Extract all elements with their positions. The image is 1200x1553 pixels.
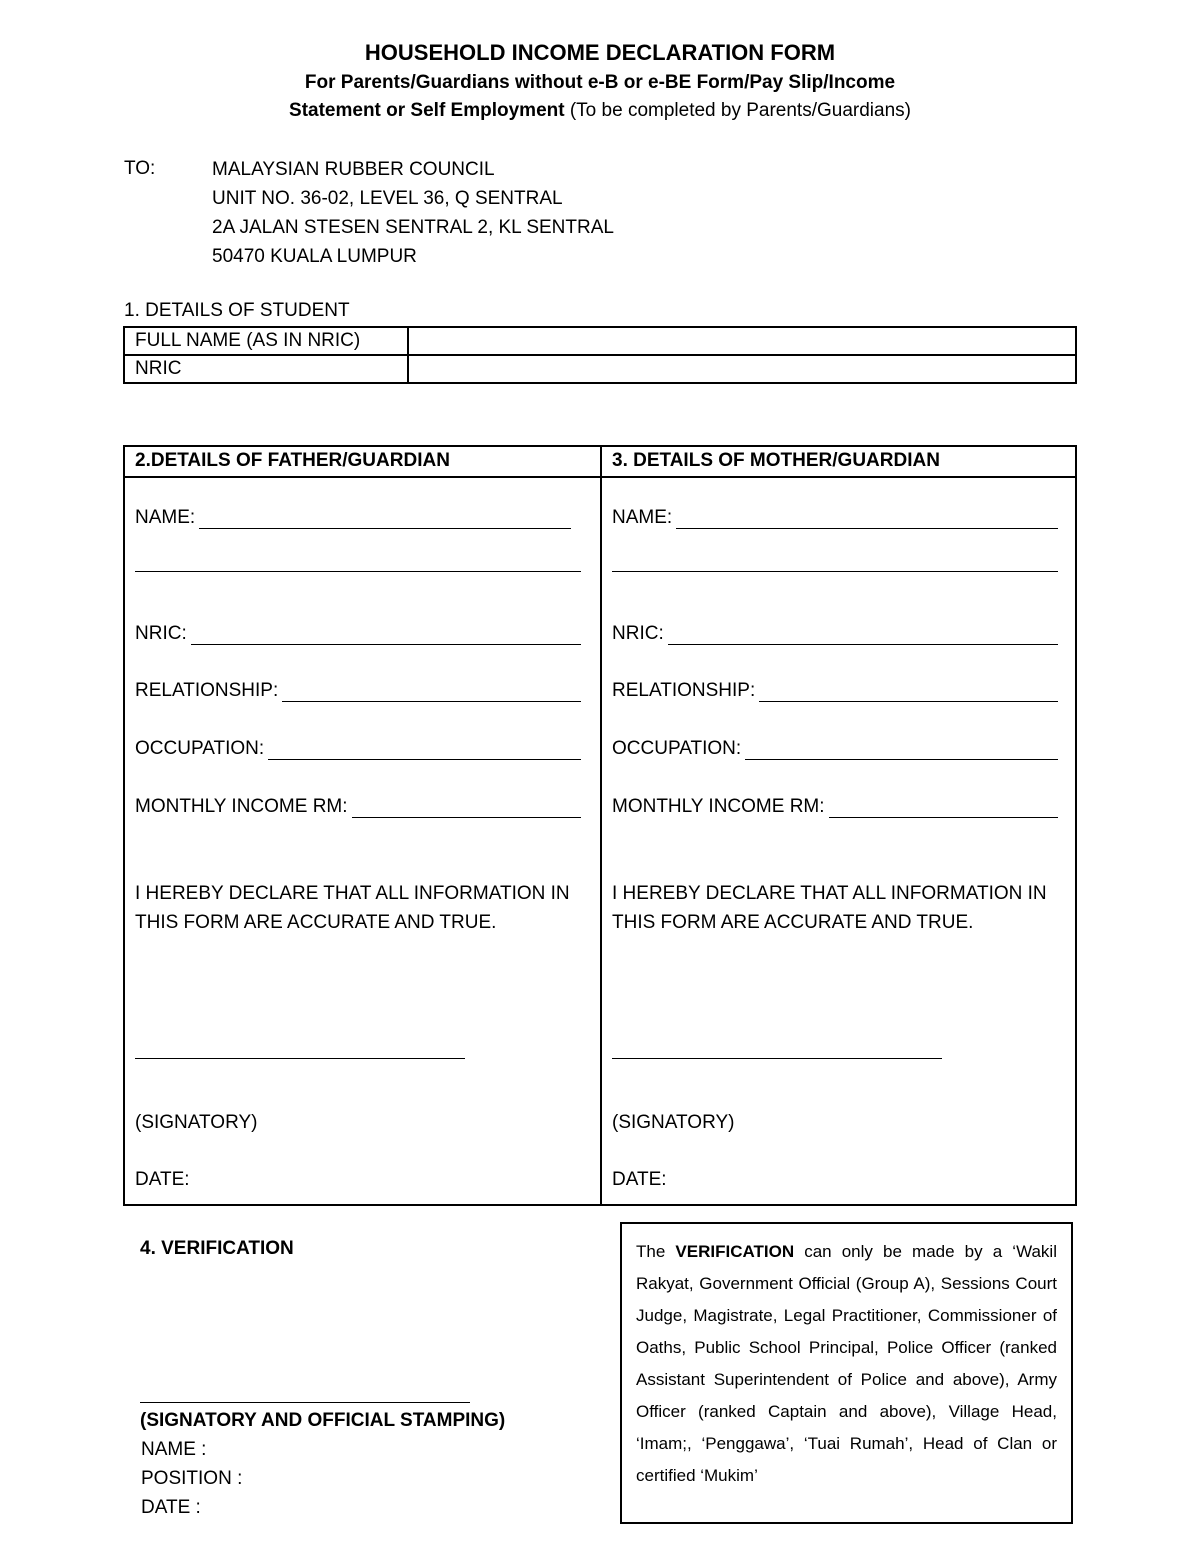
table-row bbox=[124, 327, 1076, 355]
mother-income-label: MONTHLY INCOME RM: bbox=[612, 796, 825, 817]
recipient-address bbox=[212, 155, 614, 271]
father-signatory: (SIGNATORY) bbox=[135, 1112, 258, 1133]
mother-name-label: NAME: bbox=[612, 507, 673, 528]
note-text: can only be made by a ‘Wakil Rakyat, Government Official (Group A), Sessions Court Judge, Magistrate, Legal Practitioner, Commissioner of Oaths, Public School Principal, Police Officer (ranked Assistant Superintendent of Police and above), Army Officer (ranked Captain and above), Village Head, ‘Imam;, ‘Penggawa’, ‘Tuai Rumah’, Head of Clan or certified ‘Mukim’ bbox=[636, 1242, 1057, 1485]
father-relationship-field[interactable] bbox=[135, 680, 581, 702]
full-name-label: FULL NAME (AS IN NRIC) bbox=[124, 327, 408, 355]
father-name-line-2[interactable] bbox=[135, 571, 581, 572]
note-prefix: The bbox=[636, 1242, 676, 1261]
mother-date-label: DATE: bbox=[612, 1169, 667, 1190]
parents-details-box bbox=[123, 445, 1077, 1206]
father-income-field[interactable] bbox=[135, 796, 581, 818]
mother-signature-line[interactable] bbox=[612, 1058, 942, 1059]
to-label: TO: bbox=[124, 158, 156, 179]
mother-relationship-field[interactable] bbox=[612, 680, 1058, 702]
form-title: HOUSEHOLD INCOME DECLARATION FORM bbox=[364, 40, 836, 65]
mother-column bbox=[602, 447, 1077, 1204]
father-nric-label: NRIC: bbox=[135, 623, 187, 644]
father-nric-field[interactable] bbox=[135, 623, 581, 645]
mother-nric-line[interactable] bbox=[668, 626, 1058, 645]
mother-name-field[interactable] bbox=[612, 507, 1058, 529]
note-bold: VERIFICATION bbox=[675, 1242, 795, 1261]
form-subtitle-bold: Statement or Self Employment bbox=[289, 100, 565, 121]
mother-name-line-2[interactable] bbox=[612, 571, 1058, 572]
mother-occupation-label: OCCUPATION: bbox=[612, 738, 742, 759]
father-signature-line[interactable] bbox=[135, 1058, 465, 1059]
address-line-3: 2A JALAN STESEN SENTRAL 2, KL SENTRAL bbox=[212, 217, 614, 238]
mother-income-line[interactable] bbox=[829, 799, 1058, 818]
mother-name-line[interactable] bbox=[676, 510, 1058, 529]
form-subtitle-line2 bbox=[0, 100, 1200, 122]
address-line-1: MALAYSIAN RUBBER COUNCIL bbox=[212, 159, 495, 180]
nric-field[interactable] bbox=[408, 355, 1076, 383]
student-details-table bbox=[123, 326, 1077, 384]
father-name-field[interactable] bbox=[135, 507, 571, 529]
father-nric-line[interactable] bbox=[191, 626, 581, 645]
mother-header: 3. DETAILS OF MOTHER/GUARDIAN bbox=[612, 450, 940, 471]
verification-name-label: NAME : bbox=[141, 1439, 207, 1460]
father-income-line[interactable] bbox=[352, 799, 581, 818]
mother-occupation-line[interactable] bbox=[745, 741, 1058, 760]
student-section-title: 1. DETAILS OF STUDENT bbox=[124, 300, 350, 321]
mother-relationship-line[interactable] bbox=[759, 683, 1058, 702]
father-income-label: MONTHLY INCOME RM: bbox=[135, 796, 348, 817]
mother-nric-field[interactable] bbox=[612, 623, 1058, 645]
verification-signature-line[interactable] bbox=[140, 1402, 470, 1403]
father-declaration: I HEREBY DECLARE THAT ALL INFORMATION IN THIS FORM ARE ACCURATE AND TRUE. bbox=[135, 883, 570, 933]
mother-nric-label: NRIC: bbox=[612, 623, 664, 644]
nric-label: NRIC bbox=[124, 355, 408, 383]
verification-signatory: (SIGNATORY AND OFFICIAL STAMPING) bbox=[140, 1410, 506, 1431]
verification-position-label: POSITION : bbox=[141, 1468, 243, 1489]
verification-date-label: DATE : bbox=[141, 1497, 201, 1518]
mother-signatory: (SIGNATORY) bbox=[612, 1112, 735, 1133]
father-relationship-line[interactable] bbox=[282, 683, 581, 702]
form-subtitle-line1: For Parents/Guardians without e-B or e-BE Form/Pay Slip/Income bbox=[304, 72, 896, 93]
father-relationship-label: RELATIONSHIP: bbox=[135, 680, 279, 701]
verification-title: 4. VERIFICATION bbox=[140, 1238, 294, 1259]
mother-declaration: I HEREBY DECLARE THAT ALL INFORMATION IN THIS FORM ARE ACCURATE AND TRUE. bbox=[612, 883, 1047, 933]
father-occupation-label: OCCUPATION: bbox=[135, 738, 265, 759]
full-name-field[interactable] bbox=[408, 327, 1076, 355]
father-occupation-line[interactable] bbox=[268, 741, 581, 760]
father-header: 2.DETAILS OF FATHER/GUARDIAN bbox=[135, 450, 450, 471]
verification-note-box bbox=[620, 1222, 1073, 1524]
form-subtitle-rest: (To be completed by Parents/Guardians) bbox=[564, 100, 911, 121]
table-row bbox=[124, 355, 1076, 383]
mother-occupation-field[interactable] bbox=[612, 738, 1058, 760]
father-date-label: DATE: bbox=[135, 1169, 190, 1190]
father-column bbox=[125, 447, 600, 1204]
mother-relationship-label: RELATIONSHIP: bbox=[612, 680, 756, 701]
father-occupation-field[interactable] bbox=[135, 738, 581, 760]
address-line-4: 50470 KUALA LUMPUR bbox=[212, 246, 417, 267]
father-name-label: NAME: bbox=[135, 507, 196, 528]
father-name-line[interactable] bbox=[199, 510, 571, 529]
mother-income-field[interactable] bbox=[612, 796, 1058, 818]
address-line-2: UNIT NO. 36-02, LEVEL 36, Q SENTRAL bbox=[212, 188, 563, 209]
